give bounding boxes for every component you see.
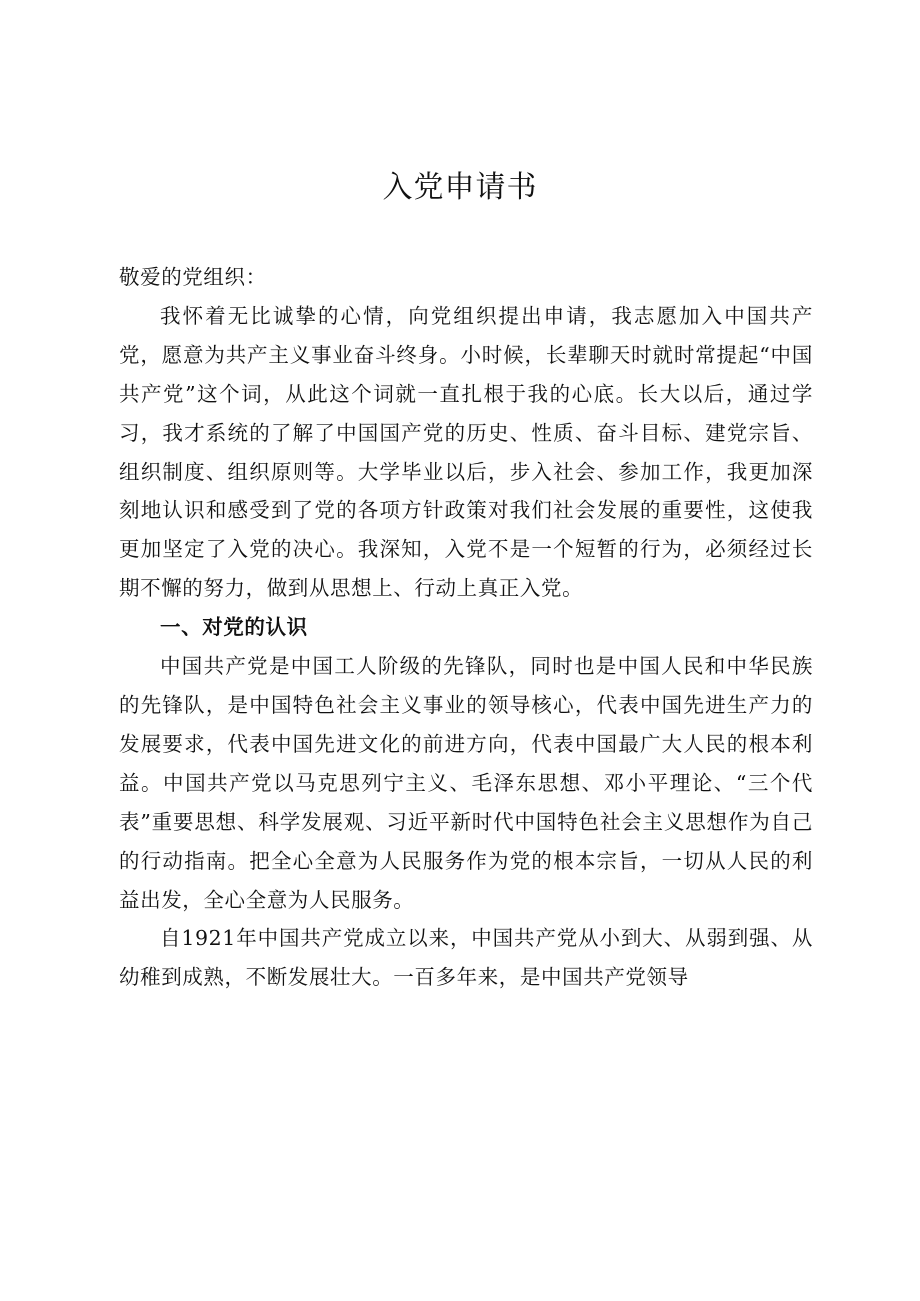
document-body	[119, 258, 813, 997]
section-heading-party-understanding: 一、对党的认识	[160, 615, 308, 640]
paragraph-intro: 我怀着无比诚挚的心情，向党组织提出申请，我志愿加入中国共产党，愿意为共产主义事业奋斗终身。小时候，长辈聊天时就时常提起“中国共产党”这个词，从此这个词就一直扎根于我的心底。长大以后，通过学习，我才系统的了解了中国国产党的历史、性质、奋斗目标、建党宗旨、组织制度、组织原则等。大学毕业以后，步入社会、参加工作，我更加深刻地认识和感受到了党的各项方针政策对我们社会发展的重要性，这使我更加坚定了入党的决心。我深知，入党不是一个短暂的行为，必须经过长期不懈的努力，做到从思想上、行动上真正入党。	[119, 303, 813, 601]
salutation: 敬爱的党组织：	[119, 265, 267, 289]
paragraph-party-nature: 中国共产党是中国工人阶级的先锋队，同时也是中国人民和中华民族的先锋队，是中国特色社会主义事业的领导核心，代表中国先进生产力的发展要求，代表中国先进文化的前进方向，代表中国最广大人民的根本利益。中国共产党以马克思列宁主义、毛泽东思想、邓小平理论、“三个代表”重要思想、科学发展观、习近平新时代中国特色社会主义思想作为自己的行动指南。把全心全意为人民服务作为党的根本宗旨，一切从人民的利益出发，全心全意为人民服务。	[119, 654, 813, 912]
paragraph-party-history: 自1921年中国共产党成立以来，中国共产党从小到大、从弱到强、从幼稚到成熟，不断发展壮大。一百多年来，是中国共产党领导	[119, 926, 813, 990]
document-title: 入党申请书	[382, 170, 538, 205]
